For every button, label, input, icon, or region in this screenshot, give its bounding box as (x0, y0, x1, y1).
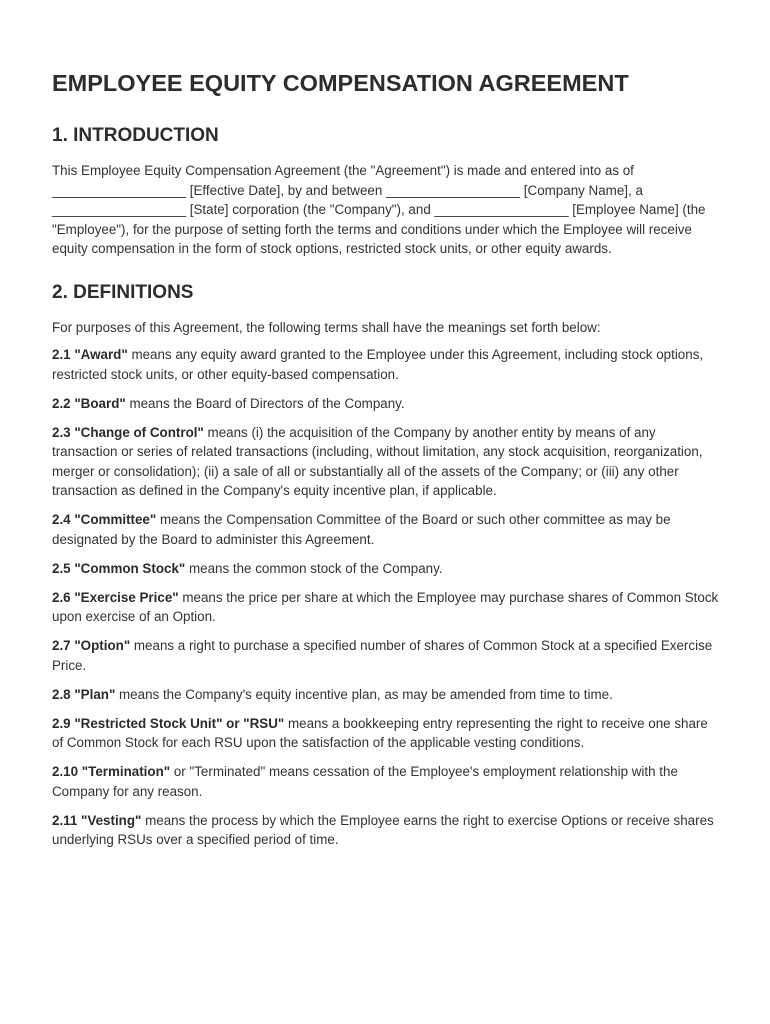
definition-text: means a right to purchase a specified number of shares of Common Stock at a specified Exercise Price. (52, 638, 713, 673)
definition-termination (52, 762, 722, 801)
definition-term: 2.4 "Committee" (52, 512, 157, 527)
definition-term: 2.7 "Option" (52, 638, 131, 653)
definition-text: means a bookkeeping entry representing the right to receive one share of Common Stock for each RSU upon the satisfaction of the applicable vesting conditions. (52, 715, 708, 750)
definition-term: 2.10 "Termination" (52, 764, 171, 779)
definition-text: means (i) the acquisition of the Company by another entity by means of any transaction or series of related transactions (including, without limitation, any stock acquisition, reorganization, merger or consolidation); (ii) a sale of all or substantially all of the assets of the Company; or (iii) any other transaction as defined in the Company's equity incentive plan, if applicable. (52, 424, 703, 498)
definition-change-of-control (52, 423, 722, 501)
definition-text: means the Board of Directors of the Company. (125, 395, 405, 411)
definition-text: means the common stock of the Company. (185, 560, 443, 576)
definition-term: 2.3 "Change of Control" (52, 424, 204, 440)
introduction-paragraph: This Employee Equity Compensation Agreement (the "Agreement") is made and entered into as of __________________ [Effective Date], by and between __________________ [Company Name], a __________________ [State] corporation (the "Company"), and __________________ [Employee Name] (the "Employee"), for the purpose of setting forth the terms and conditions under which the Employee will receive equity compensation in the form of stock options, restricted stock units, or other equity awards. (52, 163, 706, 256)
definition-term: 2.2 "Board" (52, 395, 126, 411)
definition-term: 2.6 "Exercise Price" (52, 589, 179, 605)
definition-common-stock (52, 559, 722, 579)
definition-term: 2.1 "Award" (52, 347, 128, 362)
definition-text: means any equity award granted to the Employee under this Agreement, including stock options, restricted stock units, or other equity-based compensation. (52, 347, 704, 382)
definition-text: means the Company's equity incentive plan, as may be amended from time to time. (115, 686, 613, 702)
definition-option (52, 636, 722, 675)
definition-term: 2.9 "Restricted Stock Unit" or "RSU" (52, 715, 285, 731)
definition-restricted-stock-unit (52, 714, 722, 753)
definition-plan (52, 685, 722, 705)
section-heading-definitions: 2. DEFINITIONS (52, 281, 194, 303)
definition-term: 2.11 "Vesting" (52, 812, 142, 828)
definition-board (52, 394, 722, 414)
definition-text: means the price per share at which the Employee may purchase shares of Common Stock upon exercise of an Option. (52, 589, 719, 624)
definition-exercise-price (52, 588, 722, 627)
document-title: EMPLOYEE EQUITY COMPENSATION AGREEMENT (52, 70, 629, 96)
definition-award (52, 345, 722, 384)
definition-text: means the process by which the Employee earns the right to exercise Options or receive shares underlying RSUs over a specified period of time. (52, 812, 714, 847)
section-heading-introduction: 1. INTRODUCTION (52, 125, 219, 146)
definition-committee (52, 510, 722, 549)
definition-vesting (52, 811, 722, 850)
document-page (52, 70, 722, 859)
definition-term: 2.5 "Common Stock" (52, 560, 186, 576)
definition-term: 2.8 "Plan" (52, 686, 116, 702)
definitions-lead-paragraph: For purposes of this Agreement, the following terms shall have the meanings set forth below: (52, 319, 601, 335)
definition-text: means the Compensation Committee of the Board or such other committee as may be designated by the Board to administer this Agreement. (52, 512, 671, 547)
definition-text: or "Terminated" means cessation of the Employee's employment relationship with the Company for any reason. (52, 764, 678, 799)
